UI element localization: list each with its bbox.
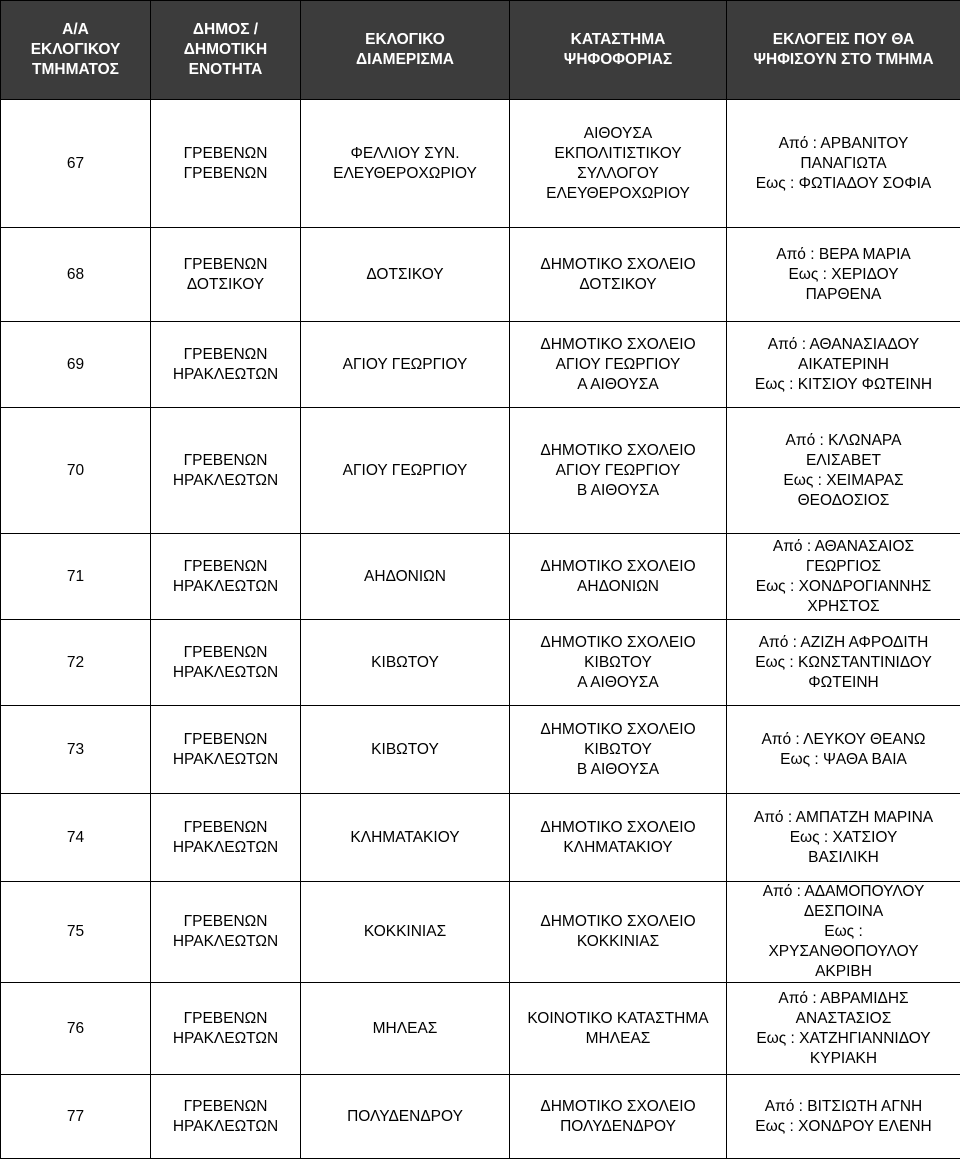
district-cell: ΔΟΤΣΙΚΟΥ bbox=[301, 228, 510, 322]
district-cell: ΦΕΛΛΙΟΥ ΣΥΝ. ΕΛΕΥΘΕΡΟΧΩΡΙΟΥ bbox=[301, 100, 510, 228]
municipality-cell: ΓΡΕΒΕΝΩΝ ΗΡΑΚΛΕΩΤΩΝ bbox=[151, 882, 301, 983]
district-cell: ΚΙΒΩΤΟΥ bbox=[301, 620, 510, 706]
station-cell: ΔΗΜΟΤΙΚΟ ΣΧΟΛΕΙΟ ΑΓΙΟΥ ΓΕΩΡΓΙΟΥ Α ΑΙΘΟΥΣΑ bbox=[510, 322, 727, 408]
district-cell: ΜΗΛΕΑΣ bbox=[301, 983, 510, 1075]
table-row bbox=[1, 706, 960, 794]
municipality-cell: ΓΡΕΒΕΝΩΝ ΓΡΕΒΕΝΩΝ bbox=[151, 100, 301, 228]
section-number-cell: 77 bbox=[1, 1075, 151, 1159]
section-number-cell: 72 bbox=[1, 620, 151, 706]
voters-cell: Από : ΛΕΥΚΟΥ ΘΕΑΝΩ Εως : ΨΑΘΑ ΒΑΙΑ bbox=[727, 706, 960, 794]
section-number-cell: 75 bbox=[1, 882, 151, 983]
station-cell: ΔΗΜΟΤΙΚΟ ΣΧΟΛΕΙΟ ΔΟΤΣΙΚΟΥ bbox=[510, 228, 727, 322]
voters-cell: Από : ΚΛΩΝΑΡΑ ΕΛΙΣΑΒΕΤ Εως : ΧΕΙΜΑΡΑΣ ΘΕΟΔΟΣΙΟΣ bbox=[727, 408, 960, 534]
district-cell: ΑΓΙΟΥ ΓΕΩΡΓΙΟΥ bbox=[301, 322, 510, 408]
section-number-cell: 74 bbox=[1, 794, 151, 882]
voters-cell: Από : ΒΙΤΣΙΩΤΗ ΑΓΝΗ Εως : ΧΟΝΔΡΟΥ ΕΛΕΝΗ bbox=[727, 1075, 960, 1159]
station-cell: ΔΗΜΟΤΙΚΟ ΣΧΟΛΕΙΟ ΚΙΒΩΤΟΥ Α ΑΙΘΟΥΣΑ bbox=[510, 620, 727, 706]
municipality-cell: ΓΡΕΒΕΝΩΝ ΗΡΑΚΛΕΩΤΩΝ bbox=[151, 408, 301, 534]
station-cell: ΚΟΙΝΟΤΙΚΟ ΚΑΤΑΣΤΗΜΑ ΜΗΛΕΑΣ bbox=[510, 983, 727, 1075]
municipality-cell: ΓΡΕΒΕΝΩΝ ΗΡΑΚΛΕΩΤΩΝ bbox=[151, 706, 301, 794]
voters-cell: Από : ΑΘΑΝΑΣΑΙΟΣ ΓΕΩΡΓΙΟΣ Εως : ΧΟΝΔΡΟΓΙΑΝΝΗΣ ΧΡΗΣΤΟΣ bbox=[727, 534, 960, 620]
header-section-number: Α/Α ΕΚΛΟΓΙΚΟΥ ΤΜΗΜΑΤΟΣ bbox=[1, 1, 151, 100]
municipality-cell: ΓΡΕΒΕΝΩΝ ΗΡΑΚΛΕΩΤΩΝ bbox=[151, 322, 301, 408]
municipality-cell: ΓΡΕΒΕΝΩΝ ΗΡΑΚΛΕΩΤΩΝ bbox=[151, 534, 301, 620]
voters-cell: Από : ΒΕΡΑ ΜΑΡΙΑ Εως : ΧΕΡΙΔΟΥ ΠΑΡΘΕΝΑ bbox=[727, 228, 960, 322]
district-cell: ΠΟΛΥΔΕΝΔΡΟΥ bbox=[301, 1075, 510, 1159]
table-row bbox=[1, 408, 960, 534]
section-number-cell: 76 bbox=[1, 983, 151, 1075]
district-cell: ΚΛΗΜΑΤΑΚΙΟΥ bbox=[301, 794, 510, 882]
table-row bbox=[1, 794, 960, 882]
section-number-cell: 67 bbox=[1, 100, 151, 228]
station-cell: ΔΗΜΟΤΙΚΟ ΣΧΟΛΕΙΟ ΚΟΚΚΙΝΙΑΣ bbox=[510, 882, 727, 983]
municipality-cell: ΓΡΕΒΕΝΩΝ ΗΡΑΚΛΕΩΤΩΝ bbox=[151, 794, 301, 882]
table-row bbox=[1, 882, 960, 983]
table-row bbox=[1, 1075, 960, 1159]
voters-cell: Από : ΑΜΠΑΤΖΗ ΜΑΡΙΝΑ Εως : ΧΑΤΣΙΟΥ ΒΑΣΙΛΙΚΗ bbox=[727, 794, 960, 882]
table-row bbox=[1, 620, 960, 706]
voters-cell: Από : ΑΖΙΖΗ ΑΦΡΟΔΙΤΗ Εως : ΚΩΝΣΤΑΝΤΙΝΙΔΟΥ ΦΩΤΕΙΝΗ bbox=[727, 620, 960, 706]
header-municipality: ΔΗΜΟΣ / ΔΗΜΟΤΙΚΗ ΕΝΟΤΗΤΑ bbox=[151, 1, 301, 100]
voters-cell: Από : ΑΘΑΝΑΣΙΑΔΟΥ ΑΙΚΑΤΕΡΙΝΗ Εως : ΚΙΤΣΙΟΥ ΦΩΤΕΙΝΗ bbox=[727, 322, 960, 408]
municipality-cell: ΓΡΕΒΕΝΩΝ ΗΡΑΚΛΕΩΤΩΝ bbox=[151, 1075, 301, 1159]
station-cell: ΔΗΜΟΤΙΚΟ ΣΧΟΛΕΙΟ ΚΙΒΩΤΟΥ Β ΑΙΘΟΥΣΑ bbox=[510, 706, 727, 794]
voters-cell: Από : ΑΒΡΑΜΙΔΗΣ ΑΝΑΣΤΑΣΙΟΣ Εως : ΧΑΤΖΗΓΙΑΝΝΙΔΟΥ ΚΥΡΙΑΚΗ bbox=[727, 983, 960, 1075]
section-number-cell: 68 bbox=[1, 228, 151, 322]
municipality-cell: ΓΡΕΒΕΝΩΝ ΔΟΤΣΙΚΟΥ bbox=[151, 228, 301, 322]
voters-cell: Από : ΑΔΑΜΟΠΟΥΛΟΥ ΔΕΣΠΟΙΝΑ Εως : ΧΡΥΣΑΝΘΟΠΟΥΛΟΥ ΑΚΡΙΒΗ bbox=[727, 882, 960, 983]
voters-cell: Από : ΑΡΒΑΝΙΤΟΥ ΠΑΝΑΓΙΩΤΑ Εως : ΦΩΤΙΑΔΟΥ ΣΟΦΙΑ bbox=[727, 100, 960, 228]
district-cell: ΑΓΙΟΥ ΓΕΩΡΓΙΟΥ bbox=[301, 408, 510, 534]
district-cell: ΑΗΔΟΝΙΩΝ bbox=[301, 534, 510, 620]
table-row bbox=[1, 322, 960, 408]
table-body bbox=[1, 100, 960, 1159]
municipality-cell: ΓΡΕΒΕΝΩΝ ΗΡΑΚΛΕΩΤΩΝ bbox=[151, 620, 301, 706]
station-cell: ΔΗΜΟΤΙΚΟ ΣΧΟΛΕΙΟ ΠΟΛΥΔΕΝΔΡΟΥ bbox=[510, 1075, 727, 1159]
table-row bbox=[1, 100, 960, 228]
station-cell: ΔΗΜΟΤΙΚΟ ΣΧΟΛΕΙΟ ΑΗΔΟΝΙΩΝ bbox=[510, 534, 727, 620]
section-number-cell: 69 bbox=[1, 322, 151, 408]
municipality-cell: ΓΡΕΒΕΝΩΝ ΗΡΑΚΛΕΩΤΩΝ bbox=[151, 983, 301, 1075]
table-row bbox=[1, 534, 960, 620]
table-row bbox=[1, 983, 960, 1075]
header-row bbox=[1, 1, 960, 100]
header-polling-station: ΚΑΤΑΣΤΗΜΑ ΨΗΦΟΦΟΡΙΑΣ bbox=[510, 1, 727, 100]
section-number-cell: 70 bbox=[1, 408, 151, 534]
district-cell: ΚΟΚΚΙΝΙΑΣ bbox=[301, 882, 510, 983]
district-cell: ΚΙΒΩΤΟΥ bbox=[301, 706, 510, 794]
section-number-cell: 73 bbox=[1, 706, 151, 794]
header-voters-range: ΕΚΛΟΓΕΙΣ ΠΟΥ ΘΑ ΨΗΦΙΣΟΥΝ ΣΤΟ ΤΜΗΜΑ bbox=[727, 1, 960, 100]
station-cell: ΑΙΘΟΥΣΑ ΕΚΠΟΛΙΤΙΣΤΙΚΟΥ ΣΥΛΛΟΓΟΥ ΕΛΕΥΘΕΡΟΧΩΡΙΟΥ bbox=[510, 100, 727, 228]
section-number-cell: 71 bbox=[1, 534, 151, 620]
station-cell: ΔΗΜΟΤΙΚΟ ΣΧΟΛΕΙΟ ΚΛΗΜΑΤΑΚΙΟΥ bbox=[510, 794, 727, 882]
table-row bbox=[1, 228, 960, 322]
header-electoral-district: ΕΚΛΟΓΙΚΟ ΔΙΑΜΕΡΙΣΜΑ bbox=[301, 1, 510, 100]
station-cell: ΔΗΜΟΤΙΚΟ ΣΧΟΛΕΙΟ ΑΓΙΟΥ ΓΕΩΡΓΙΟΥ Β ΑΙΘΟΥΣΑ bbox=[510, 408, 727, 534]
